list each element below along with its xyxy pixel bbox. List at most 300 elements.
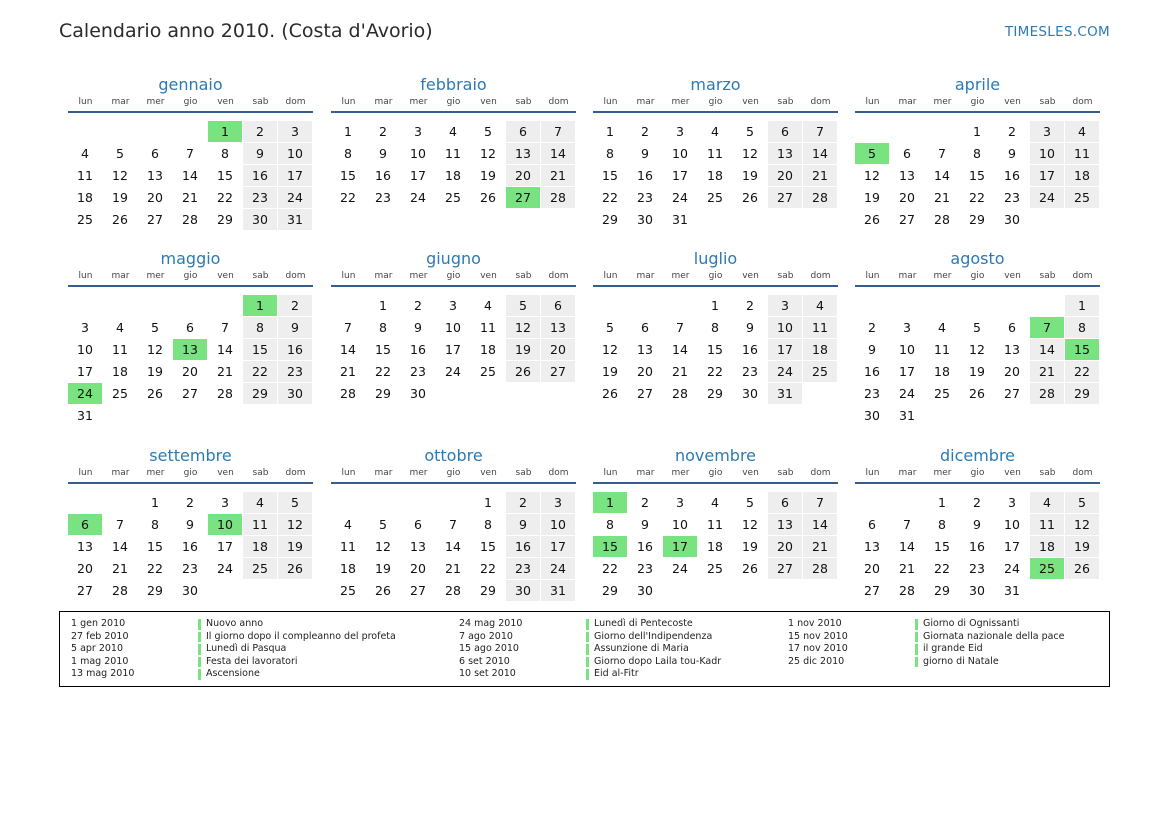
month-maggio xyxy=(68,249,313,423)
weekday-label: mar xyxy=(898,468,917,478)
day-cell: 5 xyxy=(506,295,540,316)
weekday-label: gio xyxy=(970,97,985,107)
legend-marker xyxy=(915,657,918,668)
day-cell: 28 xyxy=(340,386,356,401)
day-cell: 16 xyxy=(864,364,880,379)
holiday-day-cell: 15 xyxy=(1065,339,1099,360)
day-cell: 7 xyxy=(903,517,911,532)
day-cell: 19 xyxy=(112,190,128,205)
day-cell: 25 xyxy=(707,190,723,205)
day-cell: 3 xyxy=(676,495,684,510)
weekday-label: lun xyxy=(865,97,880,107)
day-cell: 26 xyxy=(1065,558,1099,579)
day-cell: 31 xyxy=(768,383,802,404)
day-cell: 7 xyxy=(541,121,575,142)
weekday-label: dom xyxy=(285,468,306,478)
holiday-day-cell: 7 xyxy=(1030,317,1064,338)
day-cell: 30 xyxy=(506,580,540,601)
month-giugno xyxy=(331,249,576,401)
day-cell: 28 xyxy=(182,212,198,227)
day-cell: 25 xyxy=(934,386,950,401)
month-title: maggio xyxy=(160,249,221,268)
holiday-day-cell: 6 xyxy=(68,514,102,535)
day-cell: 13 xyxy=(410,539,426,554)
day-cell: 22 xyxy=(934,561,950,576)
day-cell: 1 xyxy=(484,495,492,510)
day-cell: 19 xyxy=(147,364,163,379)
day-cell: 22 xyxy=(375,364,391,379)
day-cell: 27 xyxy=(541,361,575,382)
day-cell: 7 xyxy=(938,146,946,161)
day-cell: 1 xyxy=(606,124,614,139)
legend-marker xyxy=(198,657,201,668)
legend-marker xyxy=(586,669,589,680)
day-cell: 14 xyxy=(803,514,837,535)
legend-date: 6 set 2010 xyxy=(459,655,510,667)
day-cell: 21 xyxy=(1030,361,1064,382)
legend-holiday-name: Lunedì di Pasqua xyxy=(206,643,287,654)
day-cell: 19 xyxy=(864,190,880,205)
day-cell: 8 xyxy=(711,320,719,335)
day-cell: 20 xyxy=(768,536,802,557)
day-cell: 20 xyxy=(864,561,880,576)
weekday-header xyxy=(855,97,1100,110)
day-cell: 3 xyxy=(1030,121,1064,142)
weekday-label: gio xyxy=(446,271,461,281)
day-cell: 9 xyxy=(414,320,422,335)
day-cell: 11 xyxy=(243,514,277,535)
legend-date: 13 mag 2010 xyxy=(71,668,135,679)
day-cell: 19 xyxy=(1065,536,1099,557)
day-cell: 11 xyxy=(340,539,356,554)
day-cell: 24 xyxy=(410,190,426,205)
day-cell: 29 xyxy=(934,583,950,598)
day-cell: 19 xyxy=(969,364,985,379)
legend-date: 7 ago 2010 xyxy=(459,630,513,642)
day-cell: 15 xyxy=(340,168,356,183)
month-novembre xyxy=(593,446,838,598)
weekday-label: mer xyxy=(409,97,428,107)
day-cell: 21 xyxy=(803,536,837,557)
holiday-day-cell: 1 xyxy=(208,121,242,142)
day-cell: 22 xyxy=(340,190,356,205)
day-cell: 2 xyxy=(414,298,422,313)
day-cell: 25 xyxy=(445,190,461,205)
day-cell: 13 xyxy=(506,143,540,164)
weekday-label: dom xyxy=(548,271,569,281)
weekday-label: mer xyxy=(671,468,690,478)
day-cell: 11 xyxy=(803,317,837,338)
weekday-label: ven xyxy=(480,97,497,107)
day-cell: 18 xyxy=(934,364,950,379)
weekday-label: ven xyxy=(742,97,759,107)
weekday-header xyxy=(593,271,838,284)
header-divider xyxy=(68,285,313,287)
day-cell: 12 xyxy=(506,317,540,338)
day-cell: 16 xyxy=(969,539,985,554)
day-cell: 24 xyxy=(278,187,312,208)
day-cell: 31 xyxy=(672,212,688,227)
header-divider xyxy=(855,285,1100,287)
day-cell: 3 xyxy=(449,298,457,313)
holiday-day-cell: 5 xyxy=(855,143,889,164)
weekday-label: gio xyxy=(183,97,198,107)
day-cell: 30 xyxy=(637,212,653,227)
day-cell: 6 xyxy=(868,517,876,532)
day-cell: 11 xyxy=(445,146,461,161)
day-cell: 12 xyxy=(864,168,880,183)
day-cell: 28 xyxy=(803,187,837,208)
weekday-header xyxy=(68,468,313,481)
day-cell: 19 xyxy=(602,364,618,379)
weekday-label: mar xyxy=(374,271,393,281)
legend-date: 27 feb 2010 xyxy=(71,630,129,642)
legend-marker xyxy=(586,632,589,643)
legend-holiday-name: Lunedì di Pentecoste xyxy=(594,618,693,629)
day-cell: 4 xyxy=(243,492,277,513)
weekday-label: lun xyxy=(341,468,356,478)
weekday-label: mer xyxy=(409,271,428,281)
month-title: aprile xyxy=(954,75,1001,94)
day-cell: 17 xyxy=(445,342,461,357)
day-cell: 24 xyxy=(899,386,915,401)
day-cell: 26 xyxy=(112,212,128,227)
day-cell: 8 xyxy=(606,146,614,161)
day-cell: 21 xyxy=(182,190,198,205)
day-cell: 17 xyxy=(899,364,915,379)
day-cell: 11 xyxy=(77,168,93,183)
day-cell: 3 xyxy=(768,295,802,316)
day-cell: 28 xyxy=(672,386,688,401)
weekday-label: mer xyxy=(933,468,952,478)
day-cell: 26 xyxy=(742,190,758,205)
day-cell: 20 xyxy=(541,339,575,360)
day-cell: 31 xyxy=(278,209,312,230)
header-divider xyxy=(593,285,838,287)
day-cell: 10 xyxy=(445,320,461,335)
day-cell: 5 xyxy=(606,320,614,335)
day-cell: 18 xyxy=(112,364,128,379)
day-cell: 6 xyxy=(541,295,575,316)
day-cell: 8 xyxy=(484,517,492,532)
weekday-label: sab xyxy=(1039,468,1056,478)
day-cell: 24 xyxy=(768,361,802,382)
day-cell: 30 xyxy=(410,386,426,401)
day-cell: 29 xyxy=(1065,383,1099,404)
weekday-label: dom xyxy=(810,271,831,281)
day-cell: 9 xyxy=(243,143,277,164)
day-cell: 14 xyxy=(112,539,128,554)
weekday-label: sab xyxy=(252,97,269,107)
day-cell: 4 xyxy=(711,495,719,510)
month-febbraio xyxy=(331,75,576,205)
day-cell: 8 xyxy=(221,146,229,161)
day-cell: 8 xyxy=(973,146,981,161)
day-cell: 23 xyxy=(278,361,312,382)
month-settembre xyxy=(68,446,313,598)
day-cell: 31 xyxy=(541,580,575,601)
day-cell: 26 xyxy=(742,561,758,576)
day-cell: 25 xyxy=(803,361,837,382)
legend-marker xyxy=(915,644,918,655)
day-cell: 12 xyxy=(375,539,391,554)
day-cell: 26 xyxy=(864,212,880,227)
day-cell: 9 xyxy=(641,517,649,532)
day-cell: 17 xyxy=(672,168,688,183)
day-cell: 26 xyxy=(602,386,618,401)
day-cell: 26 xyxy=(147,386,163,401)
day-cell: 1 xyxy=(938,495,946,510)
day-cell: 4 xyxy=(81,146,89,161)
day-cell: 10 xyxy=(541,514,575,535)
day-cell: 27 xyxy=(147,212,163,227)
holiday-day-cell: 27 xyxy=(506,187,540,208)
day-cell: 15 xyxy=(707,342,723,357)
day-cell: 29 xyxy=(147,583,163,598)
month-title: luglio xyxy=(693,249,738,268)
weekday-header xyxy=(331,97,576,110)
day-cell: 4 xyxy=(449,124,457,139)
legend-marker xyxy=(586,644,589,655)
weekday-label: ven xyxy=(1004,271,1021,281)
holiday-day-cell: 1 xyxy=(243,295,277,316)
day-cell: 30 xyxy=(742,386,758,401)
day-cell: 14 xyxy=(672,342,688,357)
weekday-label: mer xyxy=(933,271,952,281)
day-cell: 20 xyxy=(637,364,653,379)
day-cell: 31 xyxy=(899,408,915,423)
day-cell: 17 xyxy=(77,364,93,379)
day-cell: 8 xyxy=(379,320,387,335)
weekday-label: mar xyxy=(636,468,655,478)
header-divider xyxy=(331,111,576,113)
legend-date: 1 gen 2010 xyxy=(71,618,126,629)
day-cell: 19 xyxy=(278,536,312,557)
weekday-label: mer xyxy=(671,271,690,281)
weekday-label: mar xyxy=(374,468,393,478)
weekday-label: ven xyxy=(480,468,497,478)
day-cell: 12 xyxy=(278,514,312,535)
day-cell: 8 xyxy=(938,517,946,532)
legend-marker xyxy=(198,632,201,643)
day-cell: 29 xyxy=(217,212,233,227)
day-cell: 4 xyxy=(1065,121,1099,142)
day-cell: 14 xyxy=(340,342,356,357)
day-cell: 7 xyxy=(803,492,837,513)
day-cell: 2 xyxy=(243,121,277,142)
weekday-label: mar xyxy=(111,97,130,107)
day-cell: 25 xyxy=(480,364,496,379)
month-title: giugno xyxy=(426,249,481,268)
month-title: agosto xyxy=(950,249,1005,268)
day-cell: 16 xyxy=(637,539,653,554)
day-cell: 28 xyxy=(112,583,128,598)
legend-holiday-name: Giorno dopo Laila tou-Kadr xyxy=(594,655,722,667)
day-cell: 11 xyxy=(707,517,723,532)
day-cell: 8 xyxy=(243,317,277,338)
month-luglio xyxy=(593,249,838,401)
day-cell: 17 xyxy=(1030,165,1064,186)
day-cell: 30 xyxy=(182,583,198,598)
day-cell: 22 xyxy=(217,190,233,205)
day-cell: 17 xyxy=(1004,539,1020,554)
day-cell: 14 xyxy=(217,342,233,357)
day-cell: 17 xyxy=(410,168,426,183)
day-cell: 31 xyxy=(1004,583,1020,598)
day-cell: 20 xyxy=(147,190,163,205)
weekday-label: dom xyxy=(548,468,569,478)
header-divider xyxy=(331,285,576,287)
weekday-label: mar xyxy=(111,271,130,281)
day-cell: 18 xyxy=(707,168,723,183)
day-cell: 11 xyxy=(707,146,723,161)
weekday-label: gio xyxy=(708,271,723,281)
day-cell: 15 xyxy=(375,342,391,357)
day-cell: 17 xyxy=(217,539,233,554)
day-cell: 8 xyxy=(606,517,614,532)
day-cell: 21 xyxy=(112,561,128,576)
weekday-label: lun xyxy=(78,468,93,478)
day-cell: 12 xyxy=(969,342,985,357)
day-cell: 10 xyxy=(768,317,802,338)
day-cell: 16 xyxy=(506,536,540,557)
header-divider xyxy=(593,482,838,484)
day-cell: 28 xyxy=(934,212,950,227)
day-cell: 27 xyxy=(864,583,880,598)
day-cell: 24 xyxy=(672,561,688,576)
day-cell: 17 xyxy=(541,536,575,557)
day-cell: 2 xyxy=(379,124,387,139)
day-cell: 23 xyxy=(742,364,758,379)
day-cell: 14 xyxy=(934,168,950,183)
day-cell: 11 xyxy=(934,342,950,357)
day-cell: 6 xyxy=(1008,320,1016,335)
day-cell: 2 xyxy=(506,492,540,513)
day-cell: 18 xyxy=(445,168,461,183)
weekday-label: sab xyxy=(777,271,794,281)
day-cell: 16 xyxy=(1004,168,1020,183)
weekday-label: mer xyxy=(409,468,428,478)
weekday-header xyxy=(68,97,313,110)
header-divider xyxy=(68,111,313,113)
month-gennaio xyxy=(68,75,313,227)
weekday-label: lun xyxy=(603,97,618,107)
day-cell: 1 xyxy=(151,495,159,510)
weekday-header xyxy=(331,468,576,481)
legend-marker xyxy=(915,619,918,630)
day-cell: 6 xyxy=(506,121,540,142)
legend-date: 25 dic 2010 xyxy=(788,655,845,667)
day-cell: 7 xyxy=(449,517,457,532)
day-cell: 14 xyxy=(899,539,915,554)
day-cell: 24 xyxy=(1030,187,1064,208)
brand-link[interactable]: TIMESLES.COM xyxy=(1004,24,1110,40)
day-cell: 15 xyxy=(934,539,950,554)
weekday-label: ven xyxy=(742,468,759,478)
day-cell: 1 xyxy=(379,298,387,313)
day-cell: 27 xyxy=(1004,386,1020,401)
legend-date: 1 nov 2010 xyxy=(788,618,842,629)
day-cell: 30 xyxy=(969,583,985,598)
weekday-label: sab xyxy=(515,97,532,107)
day-cell: 3 xyxy=(676,124,684,139)
day-cell: 22 xyxy=(707,364,723,379)
weekday-label: lun xyxy=(341,97,356,107)
day-cell: 25 xyxy=(707,561,723,576)
day-cell: 18 xyxy=(803,339,837,360)
holiday-day-cell: 1 xyxy=(593,492,627,513)
day-cell: 25 xyxy=(1065,187,1099,208)
day-cell: 30 xyxy=(1004,212,1020,227)
legend-date: 15 ago 2010 xyxy=(459,643,519,654)
day-cell: 3 xyxy=(81,320,89,335)
day-cell: 6 xyxy=(641,320,649,335)
day-cell: 20 xyxy=(899,190,915,205)
day-cell: 26 xyxy=(969,386,985,401)
day-cell: 8 xyxy=(344,146,352,161)
legend-holiday-name: Ascensione xyxy=(206,668,260,679)
legend-marker xyxy=(586,657,589,668)
day-cell: 23 xyxy=(969,561,985,576)
day-cell: 3 xyxy=(278,121,312,142)
day-cell: 4 xyxy=(116,320,124,335)
day-cell: 16 xyxy=(742,342,758,357)
day-cell: 22 xyxy=(602,561,618,576)
day-cell: 3 xyxy=(414,124,422,139)
day-cell: 6 xyxy=(414,517,422,532)
holiday-legend xyxy=(59,611,1110,687)
weekday-label: gio xyxy=(708,97,723,107)
day-cell: 21 xyxy=(803,165,837,186)
day-cell: 2 xyxy=(1008,124,1016,139)
day-cell: 16 xyxy=(410,342,426,357)
day-cell: 28 xyxy=(1030,383,1064,404)
month-dicembre xyxy=(855,446,1100,598)
day-cell: 13 xyxy=(637,342,653,357)
day-cell: 9 xyxy=(278,317,312,338)
day-cell: 3 xyxy=(541,492,575,513)
day-cell: 4 xyxy=(938,320,946,335)
day-cell: 18 xyxy=(1065,165,1099,186)
day-cell: 9 xyxy=(973,517,981,532)
legend-holiday-name: Festa dei lavoratori xyxy=(206,655,298,667)
day-cell: 13 xyxy=(899,168,915,183)
day-cell: 5 xyxy=(484,124,492,139)
weekday-label: sab xyxy=(1039,97,1056,107)
weekday-label: mar xyxy=(898,97,917,107)
day-cell: 9 xyxy=(641,146,649,161)
day-cell: 29 xyxy=(707,386,723,401)
day-cell: 23 xyxy=(410,364,426,379)
holiday-day-cell: 17 xyxy=(663,536,697,557)
day-cell: 4 xyxy=(711,124,719,139)
weekday-label: gio xyxy=(446,97,461,107)
day-cell: 24 xyxy=(1004,561,1020,576)
day-cell: 5 xyxy=(746,495,754,510)
day-cell: 27 xyxy=(899,212,915,227)
legend-date: 10 set 2010 xyxy=(459,668,516,679)
weekday-label: mar xyxy=(636,97,655,107)
day-cell: 14 xyxy=(445,539,461,554)
day-cell: 12 xyxy=(112,168,128,183)
day-cell: 21 xyxy=(445,561,461,576)
day-cell: 31 xyxy=(77,408,93,423)
day-cell: 3 xyxy=(1008,495,1016,510)
month-title: febbraio xyxy=(420,75,487,94)
holiday-day-cell: 24 xyxy=(68,383,102,404)
day-cell: 10 xyxy=(77,342,93,357)
month-aprile xyxy=(855,75,1100,227)
